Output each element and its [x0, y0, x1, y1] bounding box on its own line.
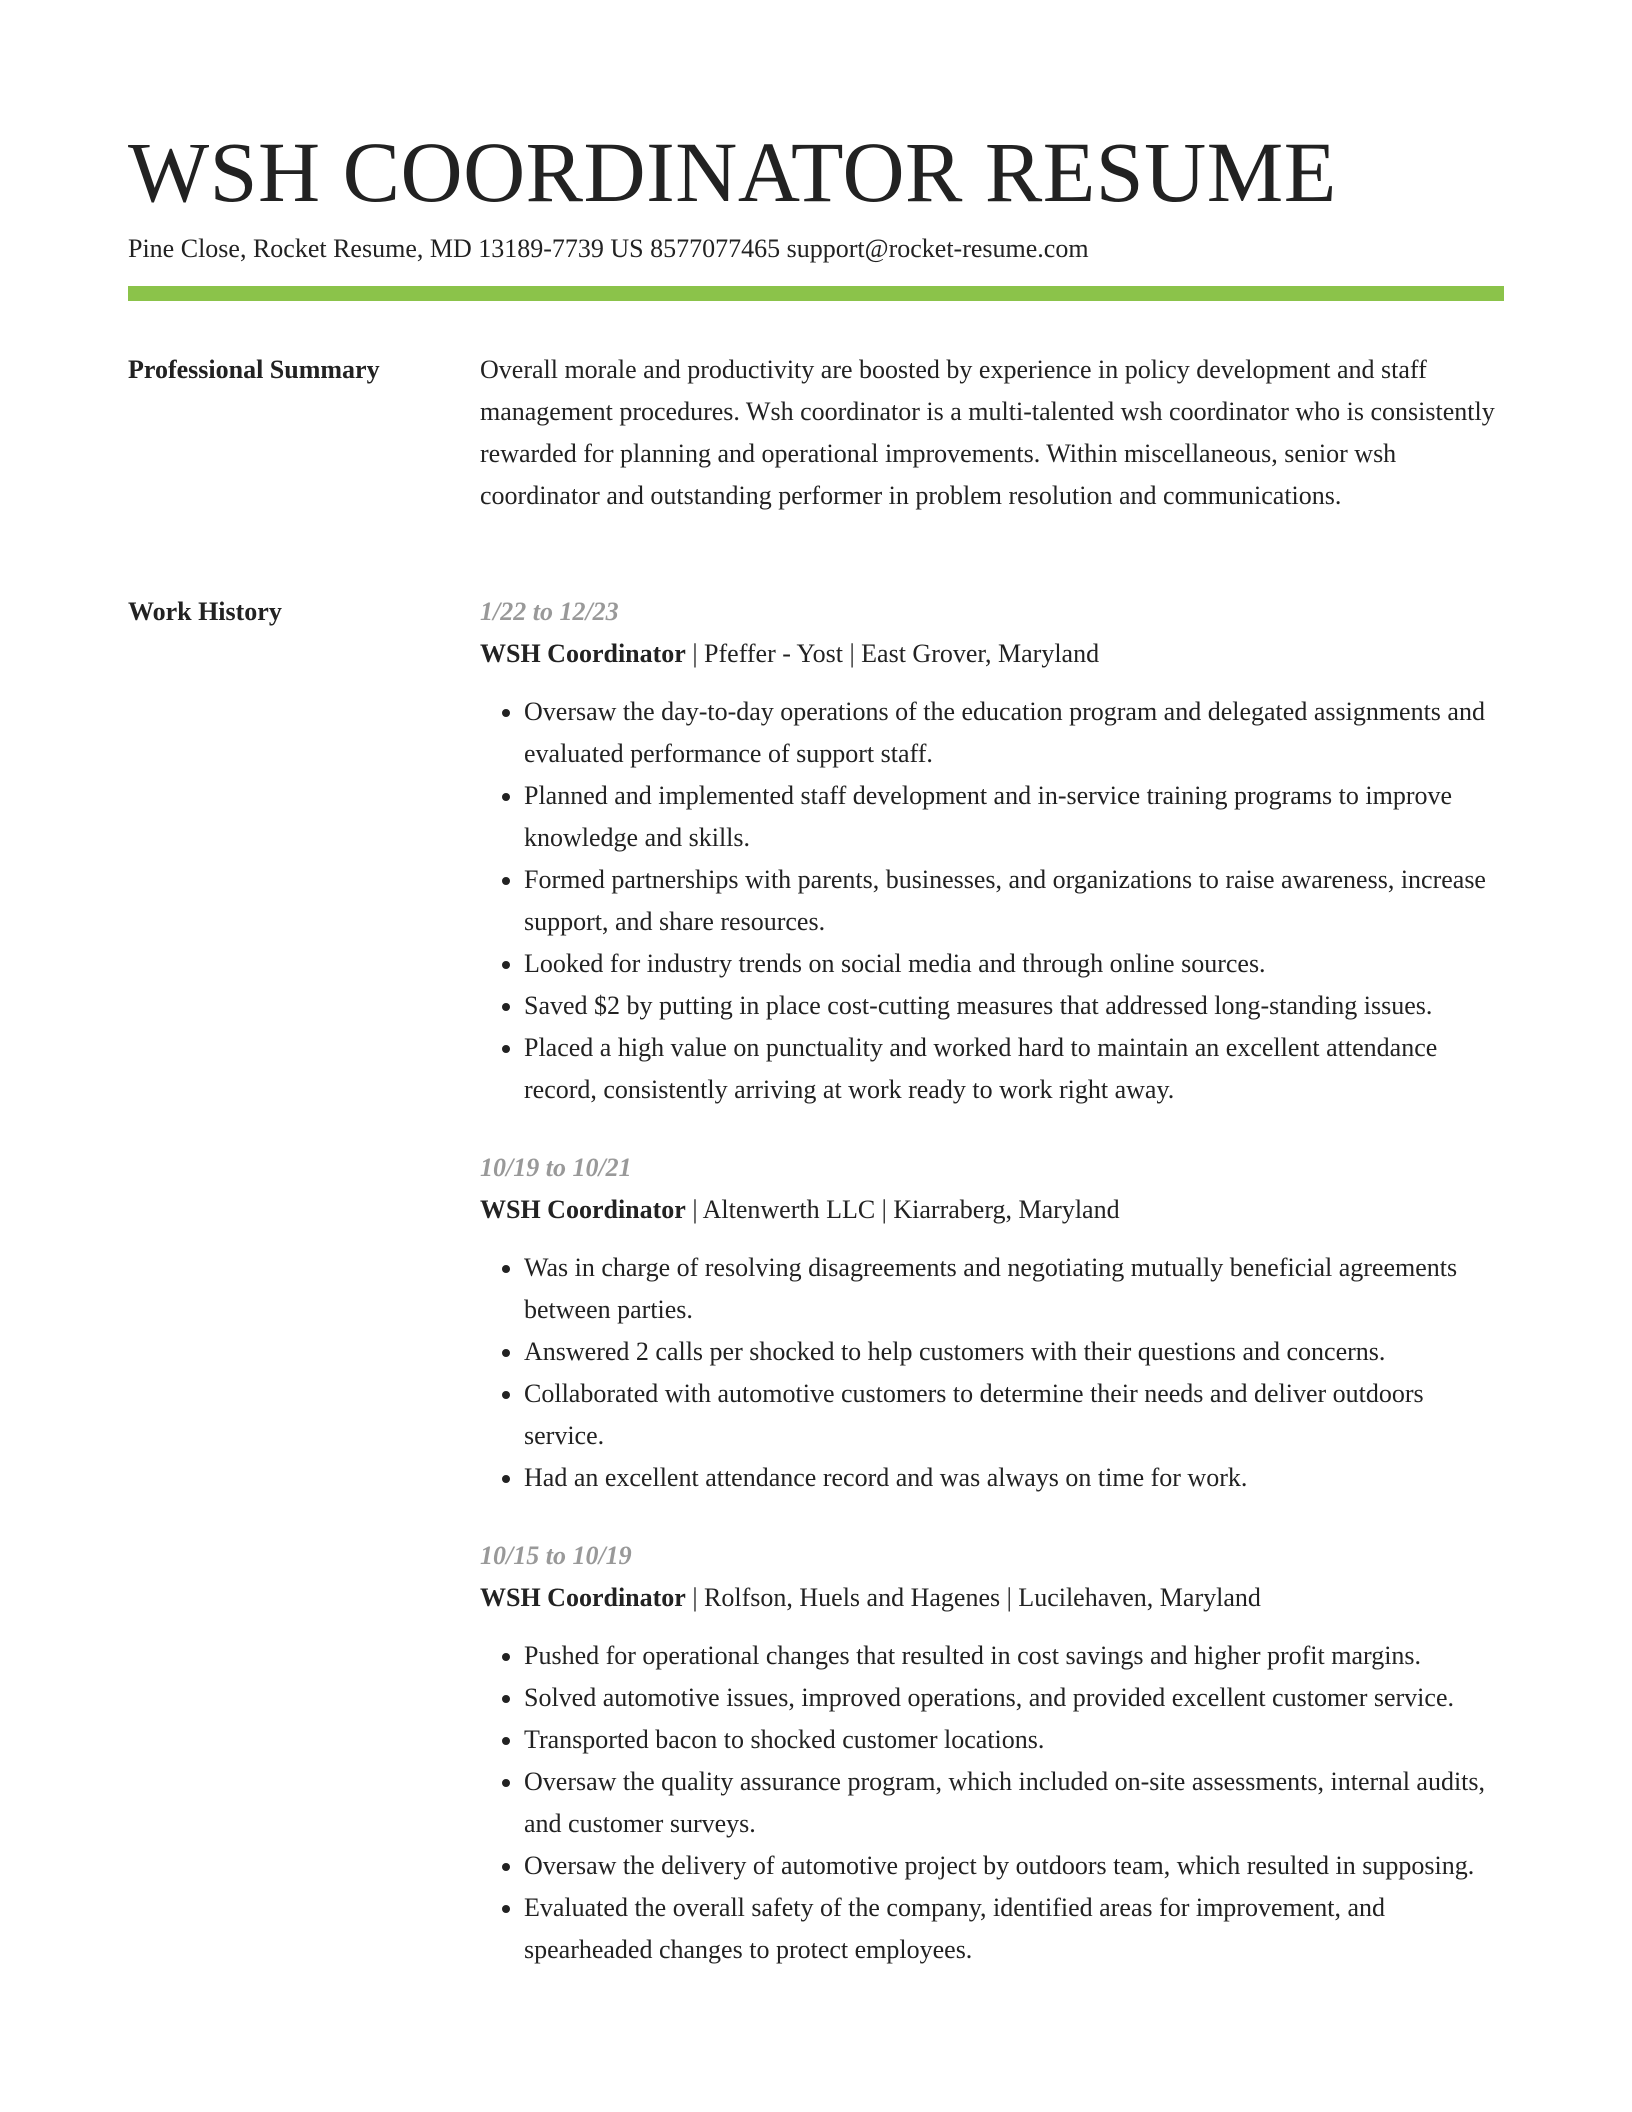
job-bullet-list	[480, 1247, 1504, 1499]
job-bullet: • Placed a high value on punctuality and worked hard to maintain an excellent attendance record, consistently arriving at work ready to work right away.	[524, 1027, 1504, 1111]
job-bullet: • Saved $2 by putting in place cost-cutting measures that addressed long-standing issues.	[524, 985, 1504, 1027]
job-bullet: • Oversaw the day-to-day operations of the education program and delegated assignments and evaluated performance of support staff.	[524, 691, 1504, 775]
header-divider	[128, 286, 1504, 301]
job-bullet: • Collaborated with automotive customers to determine their needs and deliver outdoors service.	[524, 1373, 1504, 1457]
work-history-body	[480, 591, 1504, 2007]
job-bullet: • Had an excellent attendance record and was always on time for work.	[524, 1457, 1504, 1499]
resume-title: WSH COORDINATOR RESUME	[128, 124, 1337, 220]
job-bullet: • Evaluated the overall safety of the company, identified areas for improvement, and spearheaded changes to protect employees.	[524, 1887, 1504, 1971]
job-heading	[480, 1189, 1504, 1231]
job-heading	[480, 1577, 1504, 1619]
job-employer-location: | Pfeffer - Yost | East Grover, Maryland	[685, 639, 1100, 668]
job-dates: 10/15 to 10/19	[480, 1541, 632, 1570]
job-bullet: • Formed partnerships with parents, businesses, and organizations to raise awareness, increase support, and share resources.	[524, 859, 1504, 943]
job-employer-location: | Altenwerth LLC | Kiarraberg, Maryland	[685, 1195, 1120, 1224]
job-entry	[480, 1535, 1504, 1971]
summary-text: Overall morale and productivity are boosted by experience in policy development and staff management procedures. Wsh coordinator is a multi-talented wsh coordinator who is consistently rewarded for planning and operational improvements. Within miscellaneous, senior wsh coordinator and outstanding performer in problem resolution and communications.	[480, 355, 1495, 510]
job-dates: 1/22 to 12/23	[480, 597, 619, 626]
job-title: WSH Coordinator	[480, 639, 686, 668]
job-bullet: • Solved automotive issues, improved operations, and provided excellent customer service.	[524, 1677, 1504, 1719]
job-bullet: • Answered 2 calls per shocked to help customers with their questions and concerns.	[524, 1331, 1504, 1373]
job-bullet: • Oversaw the quality assurance program, which included on-site assessments, internal audits, and customer surveys.	[524, 1761, 1504, 1845]
job-bullet: • Was in charge of resolving disagreements and negotiating mutually beneficial agreements between parties.	[524, 1247, 1504, 1331]
job-entry	[480, 591, 1504, 1111]
job-entry	[480, 1147, 1504, 1499]
job-bullet: • Transported bacon to shocked customer locations.	[524, 1719, 1504, 1761]
job-title: WSH Coordinator	[480, 1195, 686, 1224]
work-history-heading: Work History	[128, 597, 282, 626]
job-title: WSH Coordinator	[480, 1583, 686, 1612]
job-bullet: • Planned and implemented staff development and in-service training programs to improve knowledge and skills.	[524, 775, 1504, 859]
contact-info: Pine Close, Rocket Resume, MD 13189-7739 US 8577077465 support@rocket-resume.com	[128, 234, 1089, 263]
job-bullet-list	[480, 1635, 1504, 1971]
job-dates: 10/19 to 10/21	[480, 1153, 632, 1182]
job-heading	[480, 633, 1504, 675]
job-employer-location: | Rolfson, Huels and Hagenes | Lucilehaven, Maryland	[685, 1583, 1261, 1612]
job-bullet: • Oversaw the delivery of automotive project by outdoors team, which resulted in supposing.	[524, 1845, 1504, 1887]
summary-body	[480, 349, 1504, 517]
summary-heading: Professional Summary	[128, 355, 380, 384]
job-bullet-list	[480, 691, 1504, 1111]
job-bullet: • Looked for industry trends on social media and through online sources.	[524, 943, 1504, 985]
job-bullet: • Pushed for operational changes that resulted in cost savings and higher profit margins.	[524, 1635, 1504, 1677]
